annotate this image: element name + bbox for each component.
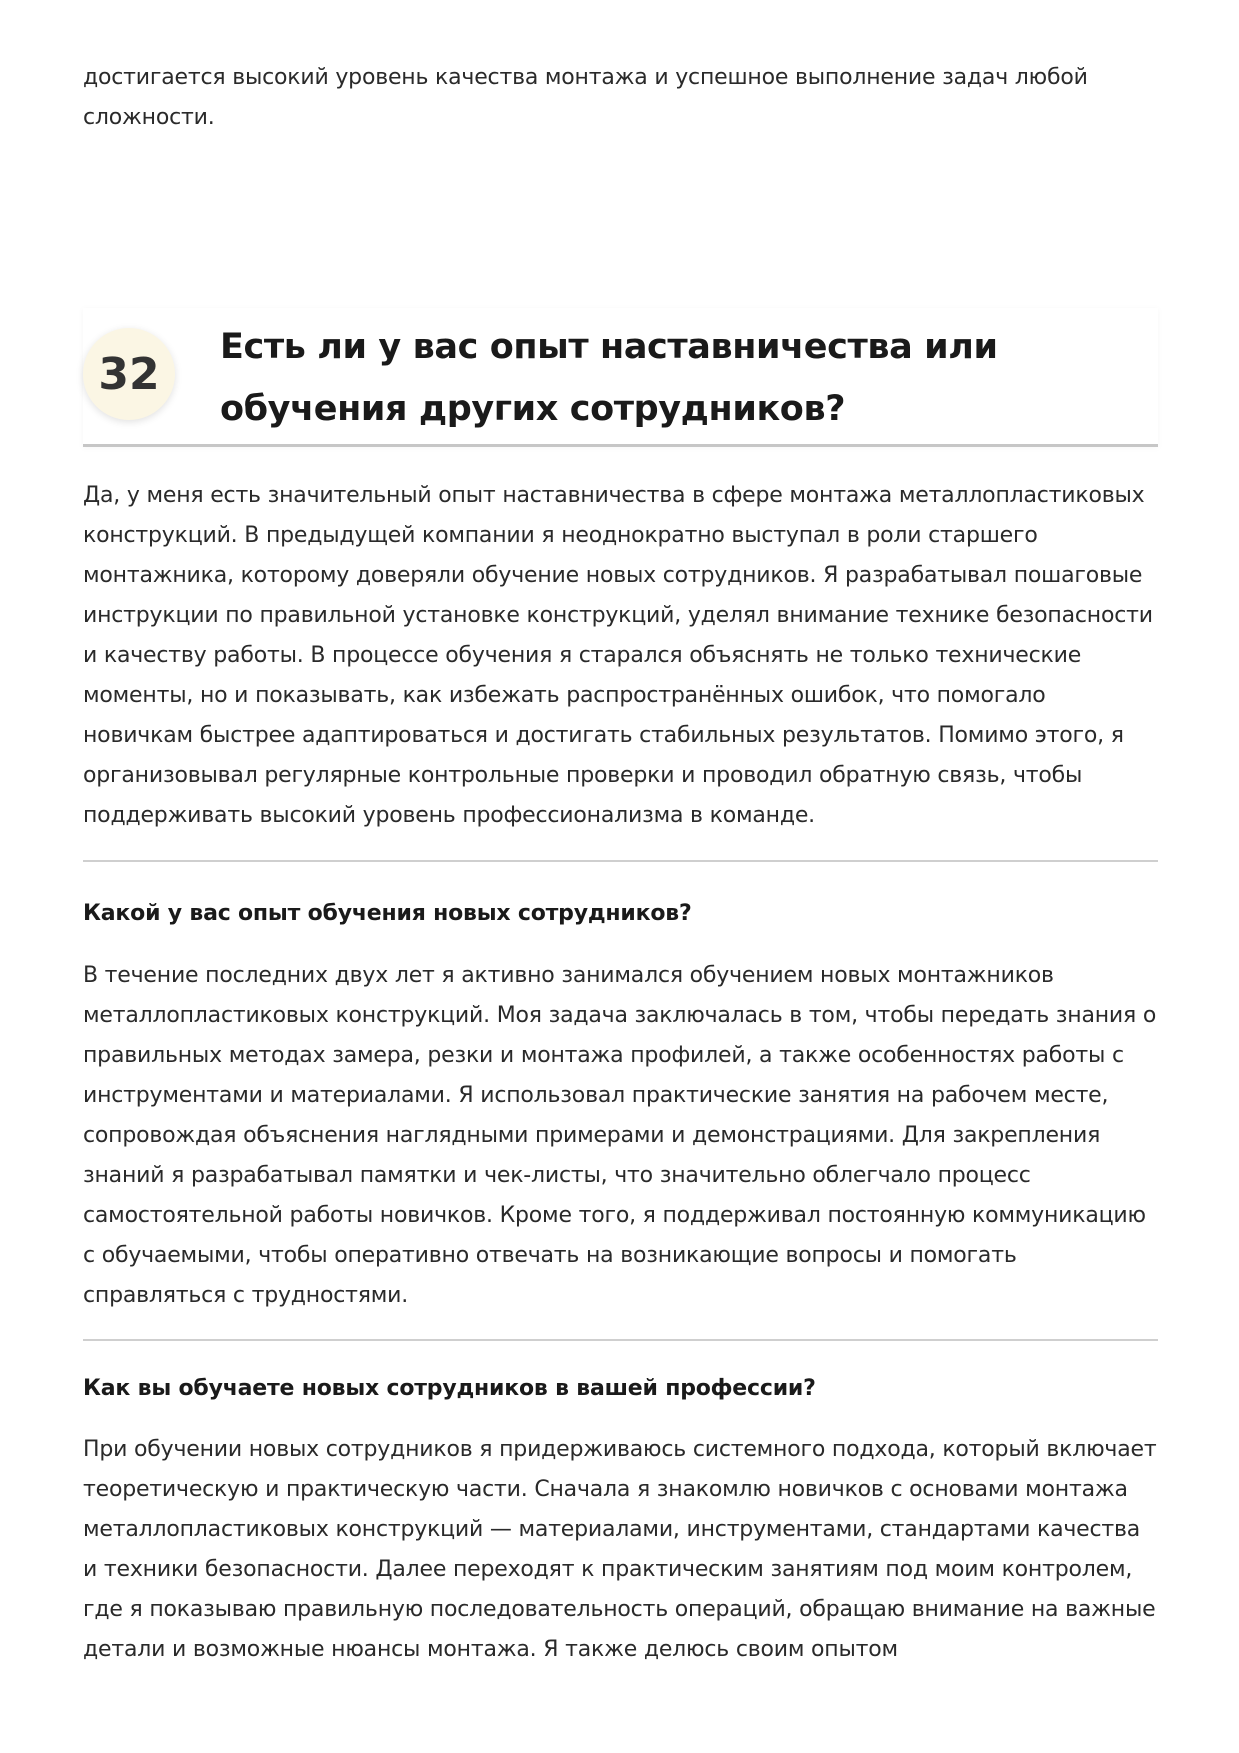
section-paragraph-experience: В течение последних двух лет я активно занимался обучением новых монтажников металлопластиковых конструкций. Моя задача заключалась в том, чтобы передать знания о правильных методах замера, резки и монтажа профилей, а также особенностях работы с инструментами и материалами. Я использовал практические занятия на рабочем месте, сопровождая объяснения наглядными примерами и демонстрациями. Для закрепления знаний я разрабатывал памятки и чек-листы, что значительно облегчало процесс самостоятельной работы новичков. Кроме того, я поддерживал постоянную коммуникацию с обучаемыми, чтобы оперативно отвечать на возникающие вопросы и помогать справляться с трудностями.	[83, 963, 1157, 1308]
question-number-badge: 32	[83, 328, 175, 420]
section-paragraph-method: При обучении новых сотрудников я придерживаюсь системного подхода, который включает теоретическую и практическую части. Сначала я знакомлю новичков с основами монтажа металлопластиковых конструкций — материалами, инструментами, стандартами качества и техники безопасности. Далее переходят к практическим занятиям под моим контролем, где я показываю правильную последовательность операций, обращаю внимание на важные детали и возможные нюансы монтажа. Я также делюсь своим опытом	[83, 1437, 1157, 1662]
question-title: Есть ли у вас опыт наставничества или обучения других сотрудников?	[220, 327, 998, 429]
question-header	[83, 308, 1158, 447]
section-divider	[83, 860, 1158, 862]
section-heading-method: Как вы обучаете новых сотрудников в вашей профессии?	[83, 1376, 816, 1401]
section-divider	[83, 1339, 1158, 1341]
section-heading-experience: Какой у вас опыт обучения новых сотрудников?	[83, 901, 692, 926]
main-answer-paragraph: Да, у меня есть значительный опыт наставничества в сфере монтажа металлопластиковых конструкций. В предыдущей компании я неоднократно выступал в роли старшего монтажника, которому доверяли обучение новых сотрудников. Я разрабатывал пошаговые инструкции по правильной установке конструкций, уделял внимание технике безопасности и качеству работы. В процессе обучения я старался объяснять не только технические моменты, но и показывать, как избежать распространённых ошибок, что помогало новичкам быстрее адаптироваться и достигать стабильных результатов. Помимо этого, я организовывал регулярные контрольные проверки и проводил обратную связь, чтобы поддерживать высокий уровень профессионализма в команде.	[83, 483, 1153, 828]
intro-paragraph: достигается высокий уровень качества монтажа и успешное выполнение задач любой сложности.	[83, 65, 1088, 130]
